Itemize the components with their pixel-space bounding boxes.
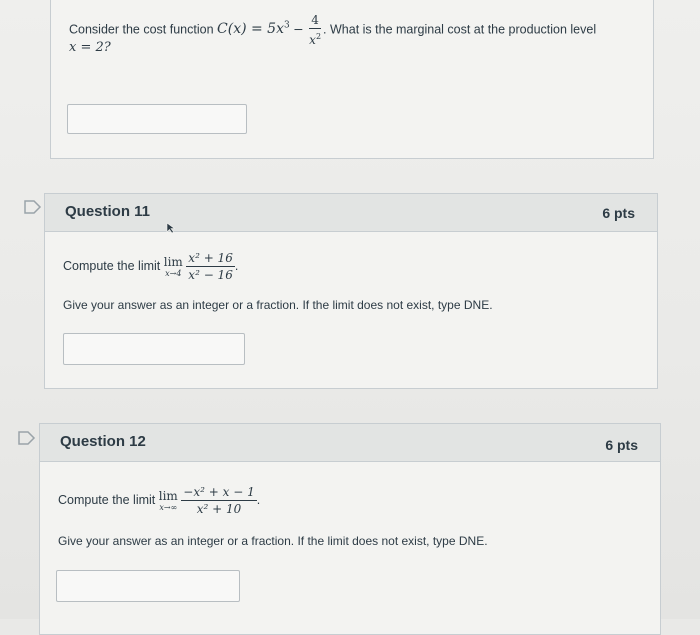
function-lhs: $C(x) = 5x^3$ — [217, 20, 290, 38]
fraction-numerator: 4 — [311, 13, 319, 27]
production-level: x = 2? — [69, 40, 111, 55]
question-12-points: 6 pts — [605, 437, 638, 453]
flag-outline-icon[interactable] — [24, 200, 42, 214]
prompt-period: . — [234, 258, 239, 273]
fraction-numerator: x² + 16 — [188, 251, 233, 265]
question-10-prompt — [69, 12, 596, 48]
limit-operator: lim x→∞ — [158, 489, 178, 512]
prompt-start: Consider the cost function — [69, 22, 214, 37]
prompt-label: Compute the limit — [63, 258, 161, 273]
question-10-answer-input[interactable] — [67, 104, 247, 134]
fraction-denominator: x² − 16 — [188, 268, 233, 282]
function-minus: − — [293, 21, 304, 37]
question-11-instruction: Give your answer as an integer or a fraction. If the limit does not exist, type DNE. — [63, 298, 493, 312]
question-12-instruction: Give your answer as an integer or a fraction. If the limit does not exist, type DNE. — [58, 534, 488, 548]
question-11-header — [45, 194, 657, 232]
question-11-prompt — [63, 250, 238, 283]
question-11-answer-input[interactable] — [63, 333, 245, 365]
question-11-title: Question 11 — [65, 203, 151, 220]
prompt-label: Compute the limit — [58, 492, 156, 507]
limit-subscript: x→∞ — [159, 503, 178, 512]
flag-outline-icon[interactable] — [18, 431, 36, 445]
question-12-card — [39, 423, 661, 635]
mouse-pointer-icon — [166, 222, 176, 234]
question-11-card — [44, 193, 658, 389]
fraction-denominator: x — [309, 33, 316, 47]
prompt-end: . What is the marginal cost at the production level — [323, 22, 597, 37]
fraction-numerator: −x² + x − 1 — [183, 485, 255, 499]
fraction-denominator: x² + 10 — [196, 502, 242, 516]
function-fraction: $\frac{4}{x^2}$ — [309, 13, 322, 47]
question-12-header — [40, 424, 660, 462]
limit-fraction — [186, 250, 235, 283]
question-12-title: Question 12 — [60, 433, 146, 450]
limit-subscript: x→4 — [165, 269, 182, 278]
question-12-answer-input[interactable] — [56, 570, 240, 602]
limit-operator: lim x→4 — [163, 255, 183, 278]
prompt-period: . — [256, 492, 261, 507]
question-12-prompt — [58, 484, 260, 517]
limit-fraction — [181, 484, 256, 517]
question-11-points: 6 pts — [602, 205, 635, 221]
question-10-card — [50, 0, 654, 159]
